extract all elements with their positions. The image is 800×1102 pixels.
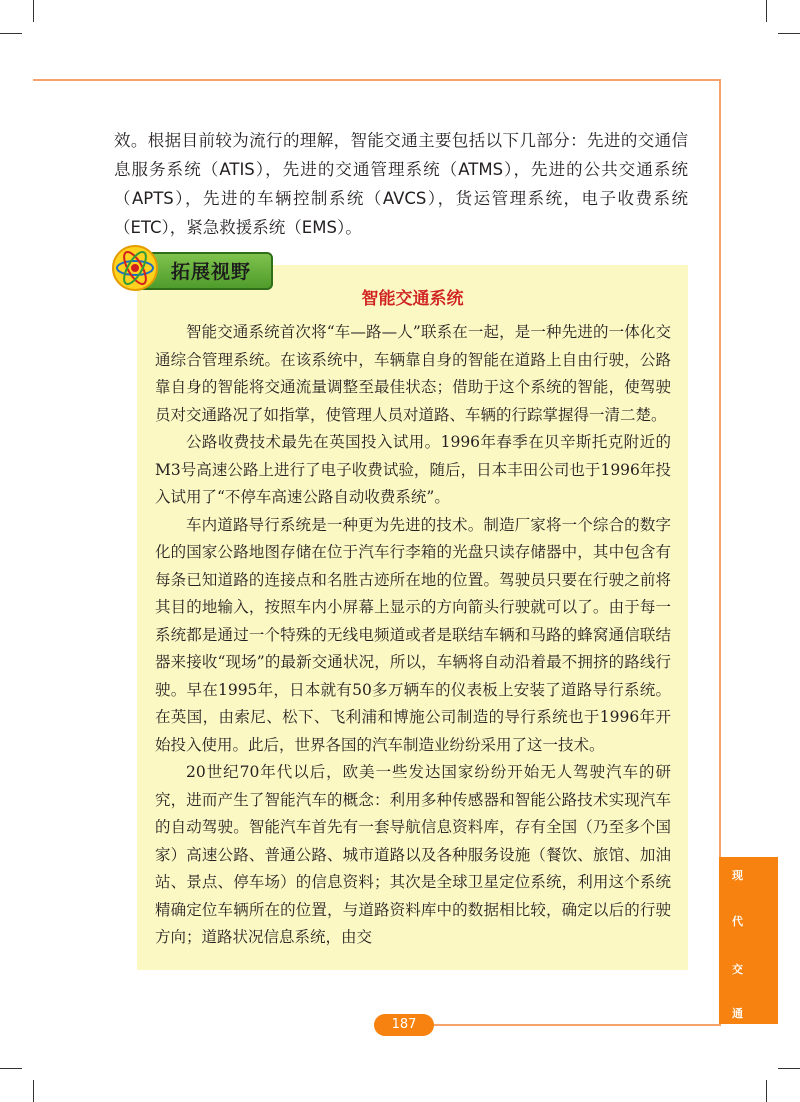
crop-mark	[0, 33, 22, 34]
page-number: 187	[374, 1014, 434, 1036]
crop-mark	[766, 0, 767, 22]
side-tab-char: 现	[732, 869, 743, 882]
side-tab-char: 代	[732, 915, 743, 928]
panel-paragraph: 公路收费技术最先在英国投入试用。1996年春季在贝辛斯托克附近的M3号高速公路上进行了电子收费试验，随后，日本丰田公司也于1996年投入试用了“不停车高速公路自动收费系统”。	[155, 433, 671, 506]
chapter-side-tab	[719, 857, 778, 1024]
top-rule	[33, 79, 719, 81]
page-number-rule	[433, 1024, 721, 1026]
panel-paragraph: 智能交通系统首次将“车—路—人”联系在一起，是一种先进的一体化交通综合管理系统。在该系统中，车辆靠自身的智能在道路上自由行驶，公路靠自身的智能将交通流量调整至最佳状态；借助于这个系统的智能，使驾驶员对交通路况了如指掌，使管理人员对道路、车辆的行踪掌握得一清二楚。	[155, 323, 671, 424]
side-tab-char: 交	[732, 963, 743, 976]
panel-paragraph: 车内道路导行系统是一种更为先进的技术。制造厂家将一个综合的数字化的国家公路地图存储在位于汽车行李箱的光盘只读存储器中，其中包含有每条已知道路的连接点和名胜古迹所在地的位置。驾驶员只要在行驶之前将其目的地输入，按照车内小屏幕上显示的方向箭头行驶就可以了。由于每一系统都是通过一个特殊的无线电频道或者是联结车辆和马路的蜂窝通信联结器来接收“现场”的最新交通状况，所以，车辆将自动沿着最不拥挤的路线行驶。早在1995年，日本就有50多万辆车的仪表板上安装了道路导行系统。在英国，由索尼、松下、飞利浦和博施公司制造的导行系统也于1996年开始投入使用。此后，世界各国的汽车制造业纷纷采用了这一技术。	[155, 515, 671, 754]
crop-mark	[33, 0, 34, 22]
panel-title: 智能交通系统	[361, 289, 464, 309]
crop-mark	[778, 1068, 800, 1069]
intro-paragraph: 效。根据目前较为流行的理解，智能交通主要包括以下几部分：先进的交通信息服务系统（ATIS），先进的交通管理系统（ATMS），先进的公共交通系统（APTS），先进的车辆控制系统（AVCS），货运管理系统，电子收费系统（ETC），紧急救援系统（EMS）。	[114, 131, 688, 237]
badge-label: 拓展视野	[171, 261, 252, 283]
panel-body	[155, 319, 671, 952]
side-tab-char: 通	[732, 1007, 743, 1020]
panel-paragraph: 20世纪70年代以后，欧美一些发达国家纷纷开始无人驾驶汽车的研究，进而产生了智能汽车的概念：利用多种传感器和智能公路技术实现汽车的自动驾驶。智能汽车首先有一套导航信息资料库，存有全国（乃至多个国家）高速公路、普通公路、城市道路以及各种服务设施（餐饮、旅馆、加油站、景点、停车场）的信息资料；其次是全球卫星定位系统，利用这个系统精确定位车辆所在的位置，与道路资料库中的数据相比较，确定以后的行驶方向；道路状况信息系统，由交	[155, 763, 671, 946]
crop-mark	[0, 1068, 22, 1069]
crop-mark	[766, 1080, 767, 1102]
crop-mark	[33, 1080, 34, 1102]
crop-mark	[778, 33, 800, 34]
